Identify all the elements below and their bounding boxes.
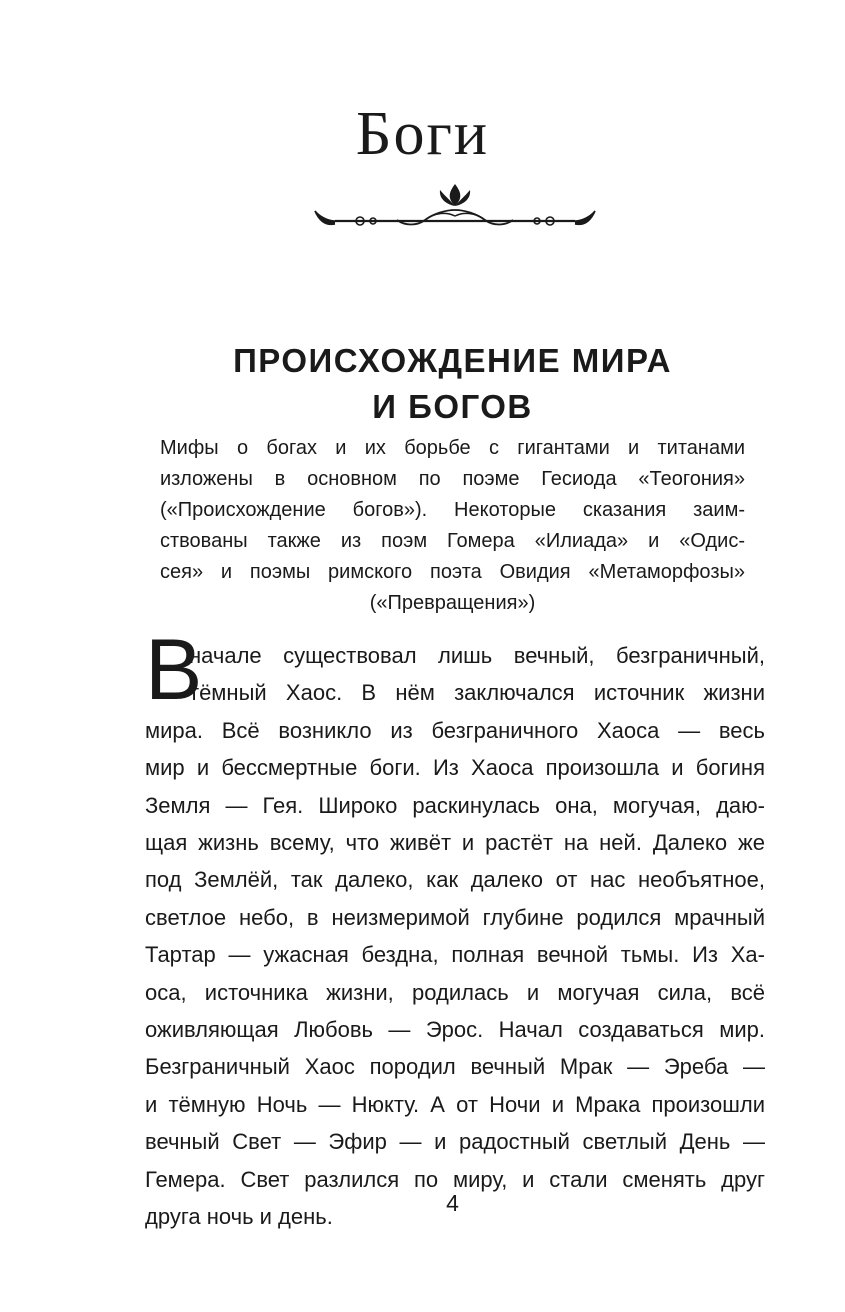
body-line: Земля — Гея. Широко раскинулась она, могучая, даю- — [145, 792, 765, 818]
page-number: 4 — [446, 1190, 459, 1216]
intro-paragraph — [160, 433, 745, 619]
section-title-line: И БОГОВ — [372, 388, 533, 425]
chapter-title: Боги — [355, 100, 490, 168]
intro-line: Мифы о богах и их борьбе с гигантами и титанами — [160, 437, 745, 459]
intro-line: сея» и поэмы римского поэта Овидия «Метаморфозы» — [160, 561, 745, 583]
body-line: под Землёй, так далеко, как далеко от нас необъятное, — [145, 867, 765, 893]
body-line: щая жизнь всему, что живёт и растёт на ней. Далеко же — [145, 830, 765, 856]
body-line: светлое небо, в неизмеримой глубине родился мрачный — [145, 904, 765, 930]
section-title — [0, 338, 845, 430]
body-paragraph — [145, 637, 765, 1236]
intro-line: («Происхождение богов»). Некоторые сказания заим- — [160, 499, 745, 521]
body-line: Гемера. Свет разлился по миру, и стали сменять друг — [145, 1166, 765, 1192]
drop-cap: В — [145, 622, 203, 718]
body-line: мира. Всё возникло из безграничного Хаоса — весь — [145, 717, 765, 743]
body-line: вечный Свет — Эфир — и радостный светлый День — — [145, 1129, 765, 1155]
body-line: и тёмную Ночь — Нюкту. А от Ночи и Мрака произошли — [145, 1091, 765, 1117]
body-line: тёмный Хаос. В нём заключался источник жизни — [189, 680, 765, 706]
body-line: мир и бессмертные боги. Из Хаоса произошла и богиня — [145, 755, 765, 781]
flourish-ornament-icon — [305, 176, 605, 236]
intro-line: («Превращения») — [369, 592, 536, 614]
body-line: Безграничный Хаос породил вечный Мрак — Эреба — — [145, 1054, 765, 1080]
body-line: Тартар — ужасная бездна, полная вечной тьмы. Из Ха- — [145, 942, 765, 968]
intro-line: ствованы также из поэм Гомера «Илиада» и «Одис- — [160, 530, 745, 552]
body-line: начале существовал лишь вечный, безграничный, — [189, 643, 765, 668]
body-line: оживляющая Любовь — Эрос. Начал создаваться мир. — [145, 1017, 765, 1043]
section-title-line: ПРОИСХОЖДЕНИЕ МИРА — [233, 342, 672, 379]
intro-line: изложены в основном по поэме Гесиода «Теогония» — [160, 468, 745, 490]
body-line: оса, источника жизни, родилась и могучая сила, всё — [145, 979, 765, 1005]
body-line: друга ночь и день. — [145, 1204, 333, 1230]
